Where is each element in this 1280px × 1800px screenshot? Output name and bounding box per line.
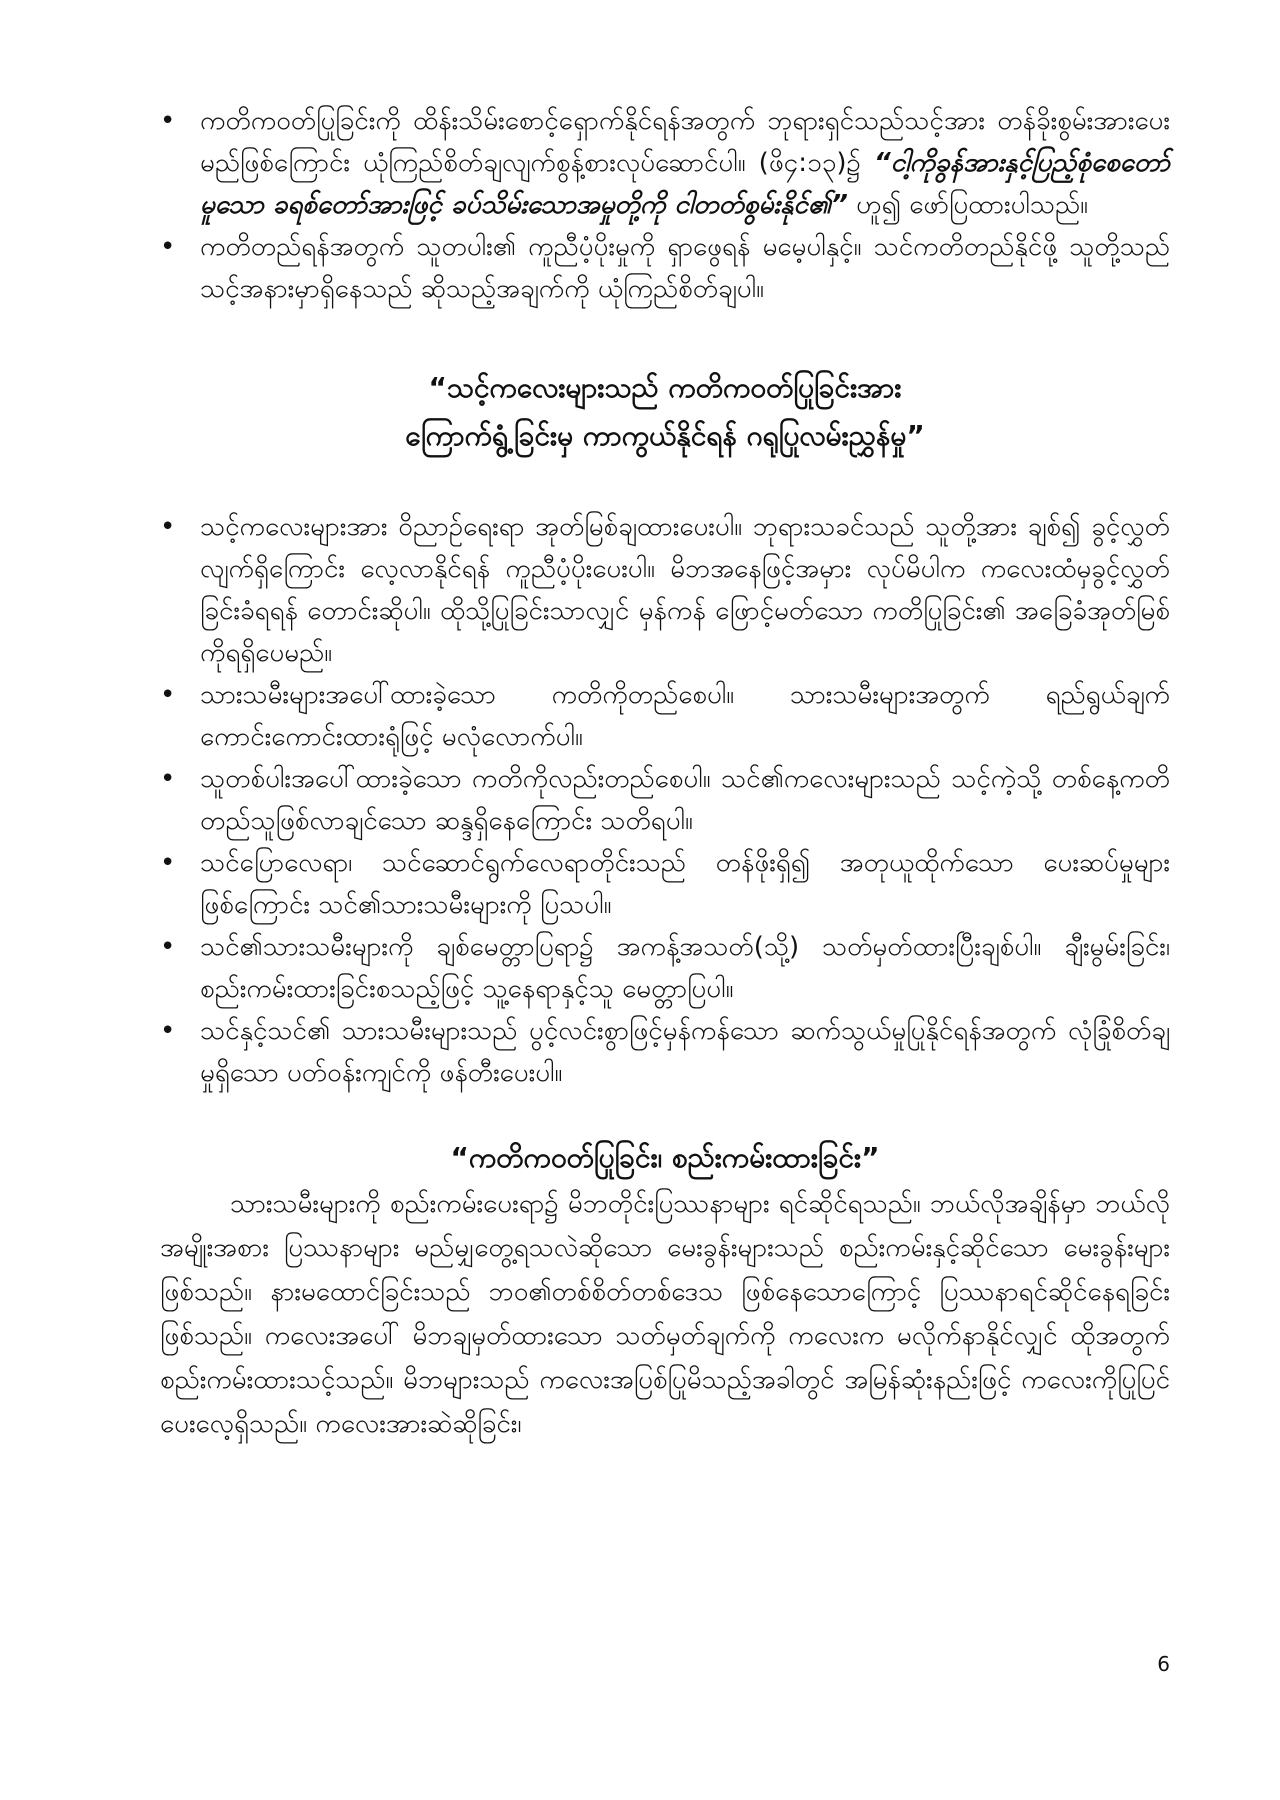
bullet-icon: • — [160, 232, 176, 262]
scripture-quote: “ငါ့ကိုခွန်အားနှင့်ပြည့်စုံစေတော်မူသော ခရစ်တော်အားဖြင့် ခပ်သိမ်းသောအမှုတို့ကို ငါတတ်စွမ်းနိုင်၏” — [200, 148, 1170, 220]
list-item — [160, 226, 1170, 310]
bullet-icon: • — [160, 932, 176, 962]
bullet-icon: • — [160, 680, 176, 710]
list-item — [160, 506, 1170, 674]
bullet-icon: • — [160, 512, 176, 542]
list-item-text-end: ဟူ၍ ဖော်ပြထားပါသည်။ — [847, 190, 1089, 220]
list-item-text: ကတိတည်ရန်အတွက် သူတပါး၏ ကူညီပံ့ပိုးမှုကို ရှာဖွေရန် မမေ့ပါနှင့်။ သင်ကတိတည်နိုင်ဖို့ သူတို့သည် သင့်အနားမှာရှိနေသည် ဆိုသည့်အချက်ကို ယုံကြည်စိတ်ချပါ။ — [200, 232, 1170, 304]
bullet-icon: • — [160, 106, 176, 136]
heading-line-2: ကြောက်ရွံ့ခြင်းမှ ကာကွယ်နိုင်ရန် ဂရုပြုလမ်းညွှန်မှု” — [405, 419, 925, 452]
body-paragraph: သားသမီးများကို စည်းကမ်းပေးရာ၌ မိဘတိုင်းပြဿနာများ ရင်ဆိုင်ရသည်။ ဘယ်လိုအချိန်မှာ ဘယ်လိုအမျိုးအစား ပြဿနာများ မည်မျှတွေ့ရသလဲဆိုသော မေးခွန်းများသည် စည်းကမ်းနှင့်ဆိုင်သော မေးခွန်းများဖြစ်သည်။ နားမထောင်ခြင်းသည် ဘဝ၏တစ်စိတ်တစ်ဒေသ ဖြစ်နေသောကြောင့် ပြဿနာရင်ဆိုင်နေရခြင်းဖြစ်သည်။ ကလေးအပေါ် မိဘချမှတ်ထားသော သတ်မှတ်ချက်ကို ကလေးက မလိုက်နာနိုင်လျှင် ထိုအတွက်စည်းကမ်းထားသင့်သည်။ မိဘများသည် ကလေးအပြစ်ပြုမိသည့်အခါတွင် အမြန်ဆုံးနည်းဖြင့် ကလေးကိုပြုပြင်ပေးလေ့ရှိသည်။ ကလေးအားဆဲဆိုခြင်း၊ — [160, 1189, 1170, 1439]
list-item-text: ကတိကဝတ်ပြုခြင်းကို ထိန်းသိမ်းစောင့်ရှောက်နိုင်ရန်အတွက် ဘုရားရှင်သည်သင့်အား တန်ခိုးစွမ်းအားပေးမည်ဖြစ်ကြောင်း ယုံကြည်စိတ်ချလျက်စွန့်စားလုပ်ဆောင်ပါ။ (ဖိ၄:၁၃)၌ — [200, 106, 1170, 178]
bullet-icon: • — [160, 1016, 176, 1046]
list-item-text: သင်ပြောလေရာ၊ သင်ဆောင်ရွက်လေရာတိုင်းသည် တန်ဖိုးရှိ၍ အတုယူထိုက်သော ပေးဆပ်မှုများ ဖြစ်ကြောင်း သင်၏သားသမီးများကို ပြသပါ။ — [200, 848, 1170, 920]
page-content — [160, 100, 1170, 1446]
list-item — [160, 1010, 1170, 1094]
bullet-icon: • — [160, 764, 176, 794]
list-item-text: သားသမီးများအပေါ်ထားခဲ့သော ကတိကိုတည်စေပါ။ သားသမီးများအတွက် ရည်ရွယ်ချက် ကောင်းကောင်းထားရုံဖြင့် မလုံလောက်ပါ။ — [200, 680, 1170, 752]
heading-line-1: “ကတိကဝတ်ပြုခြင်း၊ စည်းကမ်းထားခြင်း” — [450, 1141, 880, 1174]
bullet-list-guidance — [160, 506, 1170, 1094]
list-item-text: သင့်ကလေးများအား ဝိညာဉ်ရေးရာ အုတ်မြစ်ချထားပေးပါ။ ဘုရားသခင်သည် သူတို့အား ချစ်၍ ခွင့်လွှတ်လျက်ရှိကြောင်း လေ့လာနိုင်ရန် ကူညီပံ့ပိုးပေးပါ။ မိဘအနေဖြင့်အမှား လုပ်မိပါက ကလေးထံမှခွင့်လွှတ်ခြင်းခံရရန် တောင်းဆိုပါ။ ထိုသို့ပြုခြင်းသာလျှင် မှန်ကန် ဖြောင့်မတ်သော ကတိပြုခြင်း၏ အခြေခံအုတ်မြစ်ကိုရရှိပေမည်။ — [200, 512, 1170, 668]
section-heading-discipline — [160, 1134, 1170, 1182]
list-item — [160, 842, 1170, 926]
list-item — [160, 758, 1170, 842]
list-item-text: သင်၏သားသမီးများကို ချစ်မေတ္တာပြရာ၌ အကန့်အသတ်(သို့) သတ်မှတ်ထားပြီးချစ်ပါ။ ချီးမွမ်းခြင်း၊ စည်းကမ်းထားခြင်းစသည့်ဖြင့် သူ့နေရာနှင့်သူ မေတ္တာပြပါ။ — [200, 932, 1170, 1004]
bullet-icon: • — [160, 848, 176, 878]
list-item — [160, 926, 1170, 1010]
list-item-text: သူတစ်ပါးအပေါ်ထားခဲ့သော ကတိကိုလည်းတည်စေပါ။ သင်၏ကလေးများသည် သင့်ကဲ့သို့ တစ်နေ့ကတိတည်သူဖြစ်လာချင်သော ဆန္ဒရှိနေကြောင်း သတိရပါ။ — [200, 764, 1170, 836]
list-item-text: သင်နှင့်သင်၏ သားသမီးများသည် ပွင့်လင်းစွာဖြင့်မှန်ကန်သော ဆက်သွယ်မှုပြုနိုင်ရန်အတွက် လုံခြုံစိတ်ချမှုရှိသော ပတ်ဝန်းကျင်ကို ဖန်တီးပေးပါ။ — [200, 1016, 1170, 1088]
bullet-list-intro — [160, 100, 1170, 310]
page-number: 6 — [1157, 1652, 1170, 1676]
section-heading — [160, 364, 1170, 460]
heading-line-1: “သင့်ကလေးများသည် ကတိကဝတ်ပြုခြင်းအား — [428, 371, 902, 404]
list-item — [160, 674, 1170, 758]
list-item — [160, 100, 1170, 226]
